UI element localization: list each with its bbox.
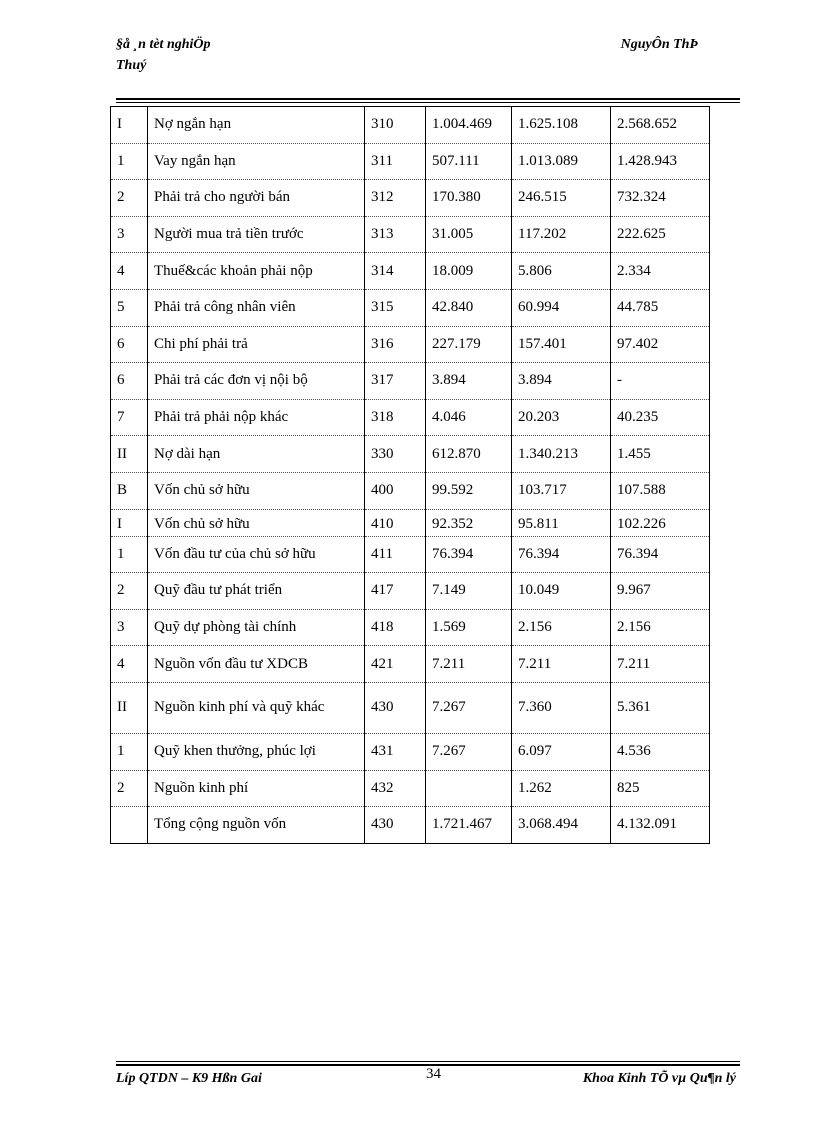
table-row (111, 509, 710, 536)
value-year-1: 227.179 (426, 326, 512, 363)
value-year-1: 92.352 (426, 509, 512, 536)
header-left-line2: Thuý (116, 58, 147, 73)
item-name: Phải trả cho người bán (148, 180, 365, 217)
value-year-3: 222.625 (611, 216, 710, 253)
value-year-2: 7.211 (512, 646, 611, 683)
value-year-2: 76.394 (512, 536, 611, 573)
value-year-3: 732.324 (611, 180, 710, 217)
value-year-2: 2.156 (512, 609, 611, 646)
item-name: Nguồn kinh phí (148, 770, 365, 807)
item-name: Nợ ngắn hạn (148, 107, 365, 144)
value-year-2: 157.401 (512, 326, 611, 363)
table-row (111, 363, 710, 400)
value-year-3: 2.156 (611, 609, 710, 646)
item-code: 317 (365, 363, 426, 400)
item-name: Quỹ khen thưởng, phúc lợi (148, 733, 365, 770)
footer-left: Líp QTDN – K9 Hßn Gai (116, 1071, 262, 1086)
header-rule (116, 98, 740, 100)
item-name: Vốn đầu tư của chủ sở hữu (148, 536, 365, 573)
value-year-1: 4.046 (426, 399, 512, 436)
item-name: Vốn chủ sở hữu (148, 472, 365, 509)
footer-right: Khoa Kinh TÕ vµ Qu¶n lý (582, 1071, 736, 1086)
value-year-2: 246.515 (512, 180, 611, 217)
row-number: 6 (111, 363, 148, 400)
value-year-2: 103.717 (512, 472, 611, 509)
value-year-2: 117.202 (512, 216, 611, 253)
item-code: 311 (365, 143, 426, 180)
table-row (111, 289, 710, 326)
table-row (111, 733, 710, 770)
value-year-2: 1.340.213 (512, 436, 611, 473)
value-year-3: 2.334 (611, 253, 710, 290)
table-row (111, 107, 710, 144)
row-number: B (111, 472, 148, 509)
value-year-2: 6.097 (512, 733, 611, 770)
table-body (111, 107, 710, 844)
value-year-2: 1.013.089 (512, 143, 611, 180)
item-name: Chi phí phải trả (148, 326, 365, 363)
item-name: Phải trả công nhân viên (148, 289, 365, 326)
header-rule-thin (116, 102, 740, 103)
value-year-3: 40.235 (611, 399, 710, 436)
item-code: 316 (365, 326, 426, 363)
value-year-3: 1.428.943 (611, 143, 710, 180)
value-year-3: 4.536 (611, 733, 710, 770)
value-year-2: 3.068.494 (512, 807, 611, 844)
value-year-3: 76.394 (611, 536, 710, 573)
page-number: 34 (426, 1066, 441, 1082)
value-year-1: 76.394 (426, 536, 512, 573)
item-name: Vốn chủ sở hữu (148, 509, 365, 536)
value-year-1: 1.721.467 (426, 807, 512, 844)
value-year-2: 5.806 (512, 253, 611, 290)
value-year-1: 7.211 (426, 646, 512, 683)
item-code: 314 (365, 253, 426, 290)
value-year-1: 170.380 (426, 180, 512, 217)
item-code: 430 (365, 807, 426, 844)
row-number: 2 (111, 770, 148, 807)
value-year-1 (426, 770, 512, 807)
value-year-3: 2.568.652 (611, 107, 710, 144)
row-number: 2 (111, 180, 148, 217)
table-row (111, 253, 710, 290)
item-code: 417 (365, 573, 426, 610)
row-number: I (111, 107, 148, 144)
item-name: Phải trả các đơn vị nội bộ (148, 363, 365, 400)
item-name: Quỹ dự phòng tài chính (148, 609, 365, 646)
value-year-1: 7.267 (426, 733, 512, 770)
value-year-3: 97.402 (611, 326, 710, 363)
item-code: 400 (365, 472, 426, 509)
table-row (111, 436, 710, 473)
table-row (111, 216, 710, 253)
value-year-1: 1.569 (426, 609, 512, 646)
value-year-3: - (611, 363, 710, 400)
value-year-1: 507.111 (426, 143, 512, 180)
value-year-2: 3.894 (512, 363, 611, 400)
value-year-2: 10.049 (512, 573, 611, 610)
value-year-2: 7.360 (512, 682, 611, 733)
table-row (111, 180, 710, 217)
item-name: Phải trả phải nộp khác (148, 399, 365, 436)
value-year-2: 1.262 (512, 770, 611, 807)
table-row (111, 326, 710, 363)
value-year-2: 20.203 (512, 399, 611, 436)
row-number: 2 (111, 573, 148, 610)
item-code: 312 (365, 180, 426, 217)
header-left-line1: §å ¸n tèt nghiÖp (116, 37, 211, 52)
row-number: 6 (111, 326, 148, 363)
row-number: 7 (111, 399, 148, 436)
value-year-3: 107.588 (611, 472, 710, 509)
value-year-3: 825 (611, 770, 710, 807)
row-number: 3 (111, 609, 148, 646)
value-year-1: 42.840 (426, 289, 512, 326)
row-number: 4 (111, 646, 148, 683)
item-name: Nguồn vốn đầu tư XDCB (148, 646, 365, 683)
value-year-3: 1.455 (611, 436, 710, 473)
value-year-3: 9.967 (611, 573, 710, 610)
item-name: Người mua trả tiền trước (148, 216, 365, 253)
value-year-1: 99.592 (426, 472, 512, 509)
item-code: 432 (365, 770, 426, 807)
footer-rule-thin (116, 1061, 740, 1062)
item-name: Quỹ đầu tư phát triển (148, 573, 365, 610)
row-number: II (111, 682, 148, 733)
item-name: Thuế&các khoản phải nộp (148, 253, 365, 290)
value-year-1: 7.267 (426, 682, 512, 733)
row-number: I (111, 509, 148, 536)
value-year-3: 102.226 (611, 509, 710, 536)
value-year-1: 1.004.469 (426, 107, 512, 144)
item-code: 310 (365, 107, 426, 144)
page-header (116, 34, 738, 84)
item-code: 430 (365, 682, 426, 733)
item-code: 330 (365, 436, 426, 473)
value-year-3: 5.361 (611, 682, 710, 733)
header-right: NguyÔn ThÞ (620, 37, 698, 52)
table-row (111, 770, 710, 807)
item-name: Vay ngắn hạn (148, 143, 365, 180)
table-row (111, 399, 710, 436)
value-year-2: 1.625.108 (512, 107, 611, 144)
item-code: 411 (365, 536, 426, 573)
item-name: Tổng cộng nguồn vốn (148, 807, 365, 844)
table-row (111, 646, 710, 683)
item-code: 421 (365, 646, 426, 683)
row-number: 1 (111, 733, 148, 770)
value-year-2: 95.811 (512, 509, 611, 536)
row-number: II (111, 436, 148, 473)
row-number: 4 (111, 253, 148, 290)
value-year-1: 3.894 (426, 363, 512, 400)
row-number (111, 807, 148, 844)
value-year-1: 18.009 (426, 253, 512, 290)
value-year-3: 7.211 (611, 646, 710, 683)
value-year-2: 60.994 (512, 289, 611, 326)
item-code: 318 (365, 399, 426, 436)
table-row (111, 143, 710, 180)
value-year-1: 612.870 (426, 436, 512, 473)
item-code: 418 (365, 609, 426, 646)
value-year-3: 4.132.091 (611, 807, 710, 844)
row-number: 5 (111, 289, 148, 326)
table-row (111, 807, 710, 844)
value-year-3: 44.785 (611, 289, 710, 326)
balance-sheet-table (110, 106, 710, 844)
item-code: 313 (365, 216, 426, 253)
table-row (111, 682, 710, 733)
row-number: 1 (111, 143, 148, 180)
row-number: 3 (111, 216, 148, 253)
table-row (111, 472, 710, 509)
value-year-1: 7.149 (426, 573, 512, 610)
item-code: 315 (365, 289, 426, 326)
table-row (111, 536, 710, 573)
header-left (116, 34, 211, 76)
value-year-1: 31.005 (426, 216, 512, 253)
item-code: 410 (365, 509, 426, 536)
item-name: Nợ dài hạn (148, 436, 365, 473)
item-name: Nguồn kinh phí và quỹ khác (148, 682, 365, 733)
item-code: 431 (365, 733, 426, 770)
table-row (111, 573, 710, 610)
row-number: 1 (111, 536, 148, 573)
table-row (111, 609, 710, 646)
